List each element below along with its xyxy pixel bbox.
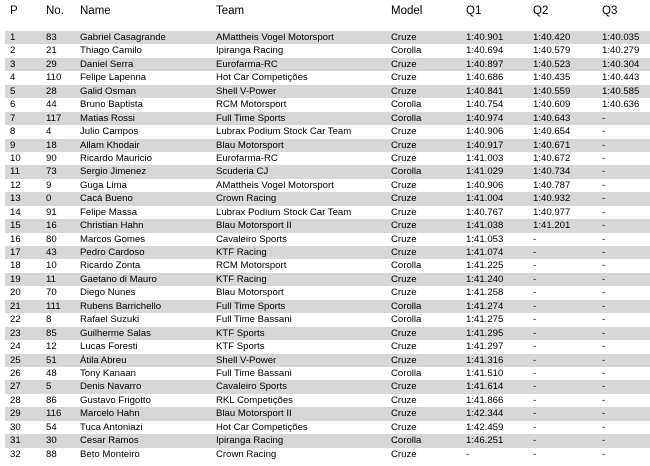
- cell-number: 83: [46, 32, 57, 43]
- table-row: [5, 139, 650, 152]
- cell-number: 10: [46, 260, 57, 272]
- cell-model: Cruze: [391, 394, 417, 406]
- cell-q3-time: -: [602, 448, 606, 460]
- cell-q2-time: 1:41.201: [533, 220, 571, 232]
- table-row: [5, 286, 650, 299]
- cell-q1-time: 1:41.866: [466, 394, 504, 406]
- cell-driver-name: Tony Kanaan: [80, 367, 137, 379]
- cell-driver-name: Bruno Baptista: [80, 99, 143, 111]
- cell-q2-time: 1:40.787: [533, 179, 571, 191]
- cell-team: AMattheis Vogel Motorsport: [216, 179, 334, 191]
- cell-number: 117: [46, 112, 62, 124]
- cell-position: 21: [10, 300, 21, 312]
- cell-q2-time: -: [533, 247, 537, 258]
- header-team: Team: [216, 5, 245, 17]
- cell-team: AMattheis Vogel Motorsport: [216, 32, 334, 43]
- cell-position: 27: [10, 381, 21, 393]
- cell-q3-time: -: [602, 166, 606, 178]
- cell-q2-time: -: [533, 233, 537, 245]
- table-row: [5, 300, 650, 313]
- cell-q2-time: -: [533, 273, 537, 285]
- cell-q3-time: -: [602, 408, 606, 420]
- cell-model: Corolla: [391, 166, 422, 178]
- cell-model: Corolla: [391, 300, 422, 312]
- cell-q1-time: 1:41.274: [466, 300, 504, 312]
- cell-position: 11: [10, 166, 20, 178]
- cell-number: 16: [46, 220, 57, 232]
- cell-driver-name: Denis Navarro: [80, 381, 142, 393]
- cell-driver-name: Galid Osman: [80, 85, 136, 97]
- cell-driver-name: Thiago Camilo: [80, 45, 142, 57]
- cell-q2-time: 1:40.559: [533, 85, 571, 97]
- table-row: [5, 259, 650, 272]
- cell-driver-name: Cacá Bueno: [80, 193, 133, 205]
- cell-position: 16: [10, 233, 21, 245]
- table-row: [5, 367, 650, 380]
- cell-driver-name: Gustavo Frigotto: [80, 394, 151, 406]
- cell-q3-time: -: [602, 300, 606, 312]
- cell-team: Lubrax Podium Stock Car Team: [216, 206, 352, 218]
- cell-q1-time: 1:42.344: [466, 408, 504, 420]
- cell-q3-time: -: [602, 435, 606, 447]
- cell-model: Cruze: [391, 448, 417, 460]
- cell-position: 13: [10, 193, 21, 205]
- cell-number: 4: [46, 126, 52, 138]
- cell-model: Cruze: [391, 32, 417, 43]
- cell-position: 4: [10, 72, 16, 84]
- cell-position: 30: [10, 421, 21, 433]
- cell-q3-time: 1:40.035: [602, 32, 640, 43]
- cell-position: 24: [10, 341, 21, 353]
- cell-team: Crown Racing: [216, 448, 277, 460]
- cell-team: Ipiranga Racing: [216, 45, 284, 57]
- table-row: [5, 246, 650, 259]
- cell-driver-name: Felipe Lapenna: [80, 72, 147, 84]
- cell-model: Corolla: [391, 260, 422, 272]
- table-row: [5, 421, 650, 434]
- cell-driver-name: Christian Hahn: [80, 220, 144, 232]
- cell-q3-time: 1:40.279: [602, 45, 640, 57]
- cell-q1-time: 1:40.906: [466, 126, 504, 138]
- header-q3: Q3: [602, 5, 618, 17]
- cell-driver-name: Gabriel Casagrande: [80, 32, 166, 43]
- cell-model: Cruze: [391, 152, 417, 164]
- cell-model: Cruze: [391, 233, 417, 245]
- cell-driver-name: Felipe Massa: [80, 206, 138, 218]
- header-model: Model: [391, 5, 423, 17]
- cell-team: Shell V-Power: [216, 85, 277, 97]
- cell-q2-time: -: [533, 421, 537, 433]
- cell-q3-time: -: [602, 394, 606, 406]
- cell-q3-time: -: [602, 327, 606, 339]
- cell-position: 1: [10, 32, 16, 43]
- header-number: No.: [46, 5, 64, 17]
- cell-model: Cruze: [391, 381, 417, 393]
- cell-q2-time: -: [533, 327, 537, 339]
- cell-q3-time: 1:40.304: [602, 58, 640, 70]
- cell-position: 20: [10, 287, 21, 299]
- table-row: [5, 44, 650, 57]
- cell-q3-time: -: [602, 341, 606, 353]
- cell-q1-time: 1:40.974: [466, 112, 504, 124]
- table-row: [5, 192, 650, 205]
- cell-number: 73: [46, 166, 57, 178]
- cell-team: KTF Racing: [216, 273, 267, 285]
- cell-position: 6: [10, 99, 16, 111]
- cell-model: Cruze: [391, 85, 417, 97]
- cell-q2-time: -: [533, 448, 537, 460]
- cell-q2-time: 1:40.420: [533, 32, 571, 43]
- cell-position: 14: [10, 206, 21, 218]
- cell-q1-time: 1:41.316: [466, 354, 504, 366]
- cell-q1-time: -: [466, 448, 470, 460]
- cell-model: Cruze: [391, 408, 417, 420]
- table-row: [5, 152, 650, 165]
- cell-number: 30: [46, 435, 57, 447]
- cell-driver-name: Matias Rossi: [80, 112, 135, 124]
- cell-q3-time: -: [602, 367, 606, 379]
- cell-number: 5: [46, 381, 52, 393]
- cell-model: Cruze: [391, 327, 417, 339]
- table-row: [5, 71, 650, 84]
- cell-model: Cruze: [391, 287, 417, 299]
- cell-number: 85: [46, 327, 57, 339]
- cell-model: Corolla: [391, 112, 422, 124]
- table-row: [5, 354, 650, 367]
- cell-q1-time: 1:41.003: [466, 152, 504, 164]
- cell-q2-time: -: [533, 435, 537, 447]
- cell-q1-time: 1:46.251: [466, 435, 504, 447]
- table-row: [5, 219, 650, 232]
- cell-driver-name: Rubens Barrichello: [80, 300, 162, 312]
- cell-number: 0: [46, 193, 52, 205]
- table-row: [5, 125, 650, 138]
- cell-q2-time: 1:40.523: [533, 58, 571, 70]
- cell-driver-name: Diego Nunes: [80, 287, 136, 299]
- cell-position: 3: [10, 58, 16, 70]
- cell-team: KTF Sports: [216, 341, 265, 353]
- cell-driver-name: Ricardo Zonta: [80, 260, 141, 272]
- cell-q3-time: -: [602, 126, 606, 138]
- cell-team: Blau Motorsport: [216, 139, 284, 151]
- cell-position: 17: [10, 247, 21, 258]
- cell-position: 7: [10, 112, 16, 124]
- cell-number: 80: [46, 233, 57, 245]
- cell-team: Scuderia CJ: [216, 166, 269, 178]
- table-row: [5, 58, 650, 71]
- cell-q3-time: 1:40.443: [602, 72, 640, 84]
- cell-number: 54: [46, 421, 57, 433]
- cell-position: 10: [10, 152, 21, 164]
- cell-q3-time: -: [602, 247, 606, 258]
- cell-position: 5: [10, 85, 16, 97]
- cell-team: Cavaleiro Sports: [216, 233, 287, 245]
- cell-q1-time: 1:40.767: [466, 206, 504, 218]
- cell-driver-name: Guga Lima: [80, 179, 127, 191]
- table-row: [5, 85, 650, 98]
- cell-model: Cruze: [391, 247, 417, 258]
- table-header: [0, 0, 650, 22]
- cell-model: Cruze: [391, 354, 417, 366]
- cell-number: 48: [46, 367, 57, 379]
- cell-q1-time: 1:40.906: [466, 179, 504, 191]
- cell-number: 90: [46, 152, 57, 164]
- cell-team: Ipiranga Racing: [216, 435, 284, 447]
- table-row: [5, 31, 650, 44]
- table-row: [5, 112, 650, 125]
- cell-position: 18: [10, 260, 21, 272]
- cell-driver-name: Allam Khodair: [80, 139, 140, 151]
- cell-model: Cruze: [391, 58, 417, 70]
- table-row: [5, 407, 650, 420]
- cell-driver-name: Beto Monteiro: [80, 448, 140, 460]
- cell-q1-time: 1:41.295: [466, 327, 504, 339]
- cell-position: 9: [10, 139, 16, 151]
- cell-team: Full Time Bassani: [216, 367, 292, 379]
- table-row: [5, 313, 650, 326]
- cell-position: 22: [10, 314, 21, 326]
- results-table: [5, 31, 650, 461]
- cell-q2-time: -: [533, 300, 537, 312]
- cell-q2-time: 1:40.672: [533, 152, 571, 164]
- cell-q3-time: -: [602, 206, 606, 218]
- cell-team: Hot Car Competições: [216, 72, 308, 84]
- cell-driver-name: Átila Abreu: [80, 354, 127, 366]
- cell-number: 21: [46, 45, 57, 57]
- cell-team: Eurofarma-RC: [216, 58, 278, 70]
- cell-number: 9: [46, 179, 52, 191]
- header-q2: Q2: [533, 5, 549, 17]
- cell-q1-time: 1:41.614: [466, 381, 504, 393]
- cell-q3-time: -: [602, 179, 606, 191]
- header-name: Name: [80, 5, 111, 17]
- cell-number: 116: [46, 408, 62, 420]
- cell-q3-time: -: [602, 314, 606, 326]
- cell-team: RCM Motorsport: [216, 260, 287, 272]
- cell-q3-time: -: [602, 287, 606, 299]
- cell-team: KTF Racing: [216, 247, 267, 258]
- cell-driver-name: Cesar Ramos: [80, 435, 139, 447]
- cell-position: 23: [10, 327, 21, 339]
- cell-team: RCM Motorsport: [216, 99, 287, 111]
- cell-model: Cruze: [391, 72, 417, 84]
- cell-model: Corolla: [391, 435, 422, 447]
- cell-q1-time: 1:41.053: [466, 233, 504, 245]
- cell-q1-time: 1:41.038: [466, 220, 504, 232]
- cell-q1-time: 1:42.459: [466, 421, 504, 433]
- cell-number: 51: [46, 354, 57, 366]
- cell-driver-name: Rafael Suzuki: [80, 314, 140, 326]
- cell-q2-time: -: [533, 341, 537, 353]
- cell-q2-time: -: [533, 408, 537, 420]
- cell-position: 19: [10, 273, 21, 285]
- cell-q1-time: 1:40.901: [466, 32, 504, 43]
- cell-team: Hot Car Competições: [216, 421, 308, 433]
- cell-position: 31: [10, 435, 21, 447]
- cell-q3-time: -: [602, 273, 606, 285]
- cell-q2-time: 1:40.435: [533, 72, 571, 84]
- cell-team: Blau Motorsport II: [216, 408, 292, 420]
- cell-q2-time: 1:40.609: [533, 99, 571, 111]
- table-row: [5, 380, 650, 393]
- cell-q1-time: 1:41.297: [466, 341, 504, 353]
- cell-q2-time: -: [533, 354, 537, 366]
- cell-team: Cavaleiro Sports: [216, 381, 287, 393]
- cell-q1-time: 1:40.841: [466, 85, 504, 97]
- cell-driver-name: Marcos Gomes: [80, 233, 146, 245]
- cell-q2-time: -: [533, 367, 537, 379]
- cell-q2-time: -: [533, 381, 537, 393]
- cell-number: 11: [46, 273, 56, 285]
- cell-q1-time: 1:40.754: [466, 99, 504, 111]
- cell-q3-time: 1:40.636: [602, 99, 640, 111]
- cell-model: Cruze: [391, 206, 417, 218]
- header-position: P: [10, 5, 18, 17]
- cell-driver-name: Gaetano di Mauro: [80, 273, 157, 285]
- cell-team: Full Time Sports: [216, 112, 286, 124]
- cell-q3-time: 1:40.585: [602, 85, 640, 97]
- cell-model: Corolla: [391, 314, 422, 326]
- cell-team: Shell V-Power: [216, 354, 277, 366]
- cell-model: Cruze: [391, 126, 417, 138]
- cell-q1-time: 1:41.275: [466, 314, 504, 326]
- cell-position: 29: [10, 408, 21, 420]
- table-row: [5, 206, 650, 219]
- cell-q2-time: -: [533, 260, 537, 272]
- cell-q1-time: 1:41.510: [466, 367, 504, 379]
- cell-q2-time: 1:40.977: [533, 206, 571, 218]
- cell-driver-name: Ricardo Mauricio: [80, 152, 152, 164]
- cell-number: 88: [46, 448, 57, 460]
- cell-number: 91: [46, 206, 57, 218]
- cell-q3-time: -: [602, 139, 606, 151]
- header-q1: Q1: [466, 5, 482, 17]
- cell-q2-time: 1:40.671: [533, 139, 571, 151]
- cell-position: 8: [10, 126, 16, 138]
- cell-driver-name: Julio Campos: [80, 126, 139, 138]
- cell-q2-time: 1:40.579: [533, 45, 571, 57]
- cell-team: Full Time Bassani: [216, 314, 292, 326]
- cell-q2-time: 1:40.643: [533, 112, 571, 124]
- cell-number: 28: [46, 85, 57, 97]
- cell-team: Blau Motorsport: [216, 287, 284, 299]
- cell-driver-name: Sergio Jimenez: [80, 166, 147, 178]
- table-row: [5, 233, 650, 246]
- cell-q1-time: 1:41.258: [466, 287, 504, 299]
- cell-q1-time: 1:41.004: [466, 193, 504, 205]
- cell-model: Corolla: [391, 367, 422, 379]
- cell-q1-time: 1:41.240: [466, 273, 504, 285]
- cell-q3-time: -: [602, 233, 606, 245]
- cell-team: Crown Racing: [216, 193, 277, 205]
- cell-q2-time: 1:40.734: [533, 166, 571, 178]
- cell-model: Corolla: [391, 99, 422, 111]
- cell-position: 32: [10, 448, 21, 460]
- cell-model: Cruze: [391, 179, 417, 191]
- table-row: [5, 327, 650, 340]
- cell-number: 86: [46, 394, 57, 406]
- cell-number: 18: [46, 139, 57, 151]
- cell-q3-time: -: [602, 112, 606, 124]
- cell-q1-time: 1:41.074: [466, 247, 504, 258]
- cell-driver-name: Lucas Foresti: [80, 341, 138, 353]
- cell-q3-time: -: [602, 354, 606, 366]
- cell-position: 26: [10, 367, 21, 379]
- table-row: [5, 98, 650, 111]
- cell-q3-time: -: [602, 193, 606, 205]
- cell-team: Eurofarma-RC: [216, 152, 278, 164]
- cell-model: Corolla: [391, 45, 422, 57]
- cell-position: 28: [10, 394, 21, 406]
- cell-q1-time: 1:40.694: [466, 45, 504, 57]
- table-row: [5, 165, 650, 178]
- cell-position: 25: [10, 354, 21, 366]
- cell-q1-time: 1:40.917: [466, 139, 504, 151]
- cell-number: 8: [46, 314, 52, 326]
- cell-driver-name: Marcelo Hahn: [80, 408, 140, 420]
- cell-number: 110: [46, 72, 62, 84]
- cell-model: Cruze: [391, 139, 417, 151]
- table-row: [5, 448, 650, 461]
- cell-team: Lubrax Podium Stock Car Team: [216, 126, 352, 138]
- table-row: [5, 179, 650, 192]
- cell-driver-name: Pedro Cardoso: [80, 247, 145, 258]
- cell-q3-time: -: [602, 152, 606, 164]
- cell-number: 70: [46, 287, 57, 299]
- cell-model: Cruze: [391, 421, 417, 433]
- cell-q1-time: 1:40.686: [466, 72, 504, 84]
- cell-team: Blau Motorsport II: [216, 220, 292, 232]
- cell-number: 44: [46, 99, 57, 111]
- table-row: [5, 340, 650, 353]
- cell-position: 15: [10, 220, 21, 232]
- cell-position: 2: [10, 45, 16, 57]
- table-row: [5, 434, 650, 447]
- cell-driver-name: Tuca Antoniazi: [80, 421, 143, 433]
- cell-q2-time: 1:40.654: [533, 126, 571, 138]
- cell-model: Cruze: [391, 193, 417, 205]
- cell-position: 12: [10, 179, 21, 191]
- cell-q2-time: -: [533, 394, 537, 406]
- cell-q2-time: -: [533, 314, 537, 326]
- cell-team: Full Time Sports: [216, 300, 286, 312]
- table-row: [5, 273, 650, 286]
- cell-team: KTF Sports: [216, 327, 265, 339]
- cell-q1-time: 1:40.897: [466, 58, 504, 70]
- cell-q1-time: 1:41.225: [466, 260, 504, 272]
- cell-number: 12: [46, 341, 57, 353]
- cell-q3-time: -: [602, 381, 606, 393]
- cell-q3-time: -: [602, 421, 606, 433]
- cell-model: Cruze: [391, 220, 417, 232]
- cell-q3-time: -: [602, 260, 606, 272]
- cell-q1-time: 1:41.029: [466, 166, 504, 178]
- cell-q3-time: -: [602, 220, 606, 232]
- cell-model: Cruze: [391, 341, 417, 353]
- cell-model: Cruze: [391, 273, 417, 285]
- cell-q2-time: -: [533, 287, 537, 299]
- cell-driver-name: Daniel Serra: [80, 58, 134, 70]
- cell-driver-name: Guilherme Salas: [80, 327, 151, 339]
- cell-number: 111: [46, 300, 61, 312]
- cell-q2-time: 1:40.932: [533, 193, 571, 205]
- cell-team: RKL Competições: [216, 394, 293, 406]
- cell-number: 43: [46, 247, 57, 258]
- cell-number: 29: [46, 58, 57, 70]
- table-row: [5, 394, 650, 407]
